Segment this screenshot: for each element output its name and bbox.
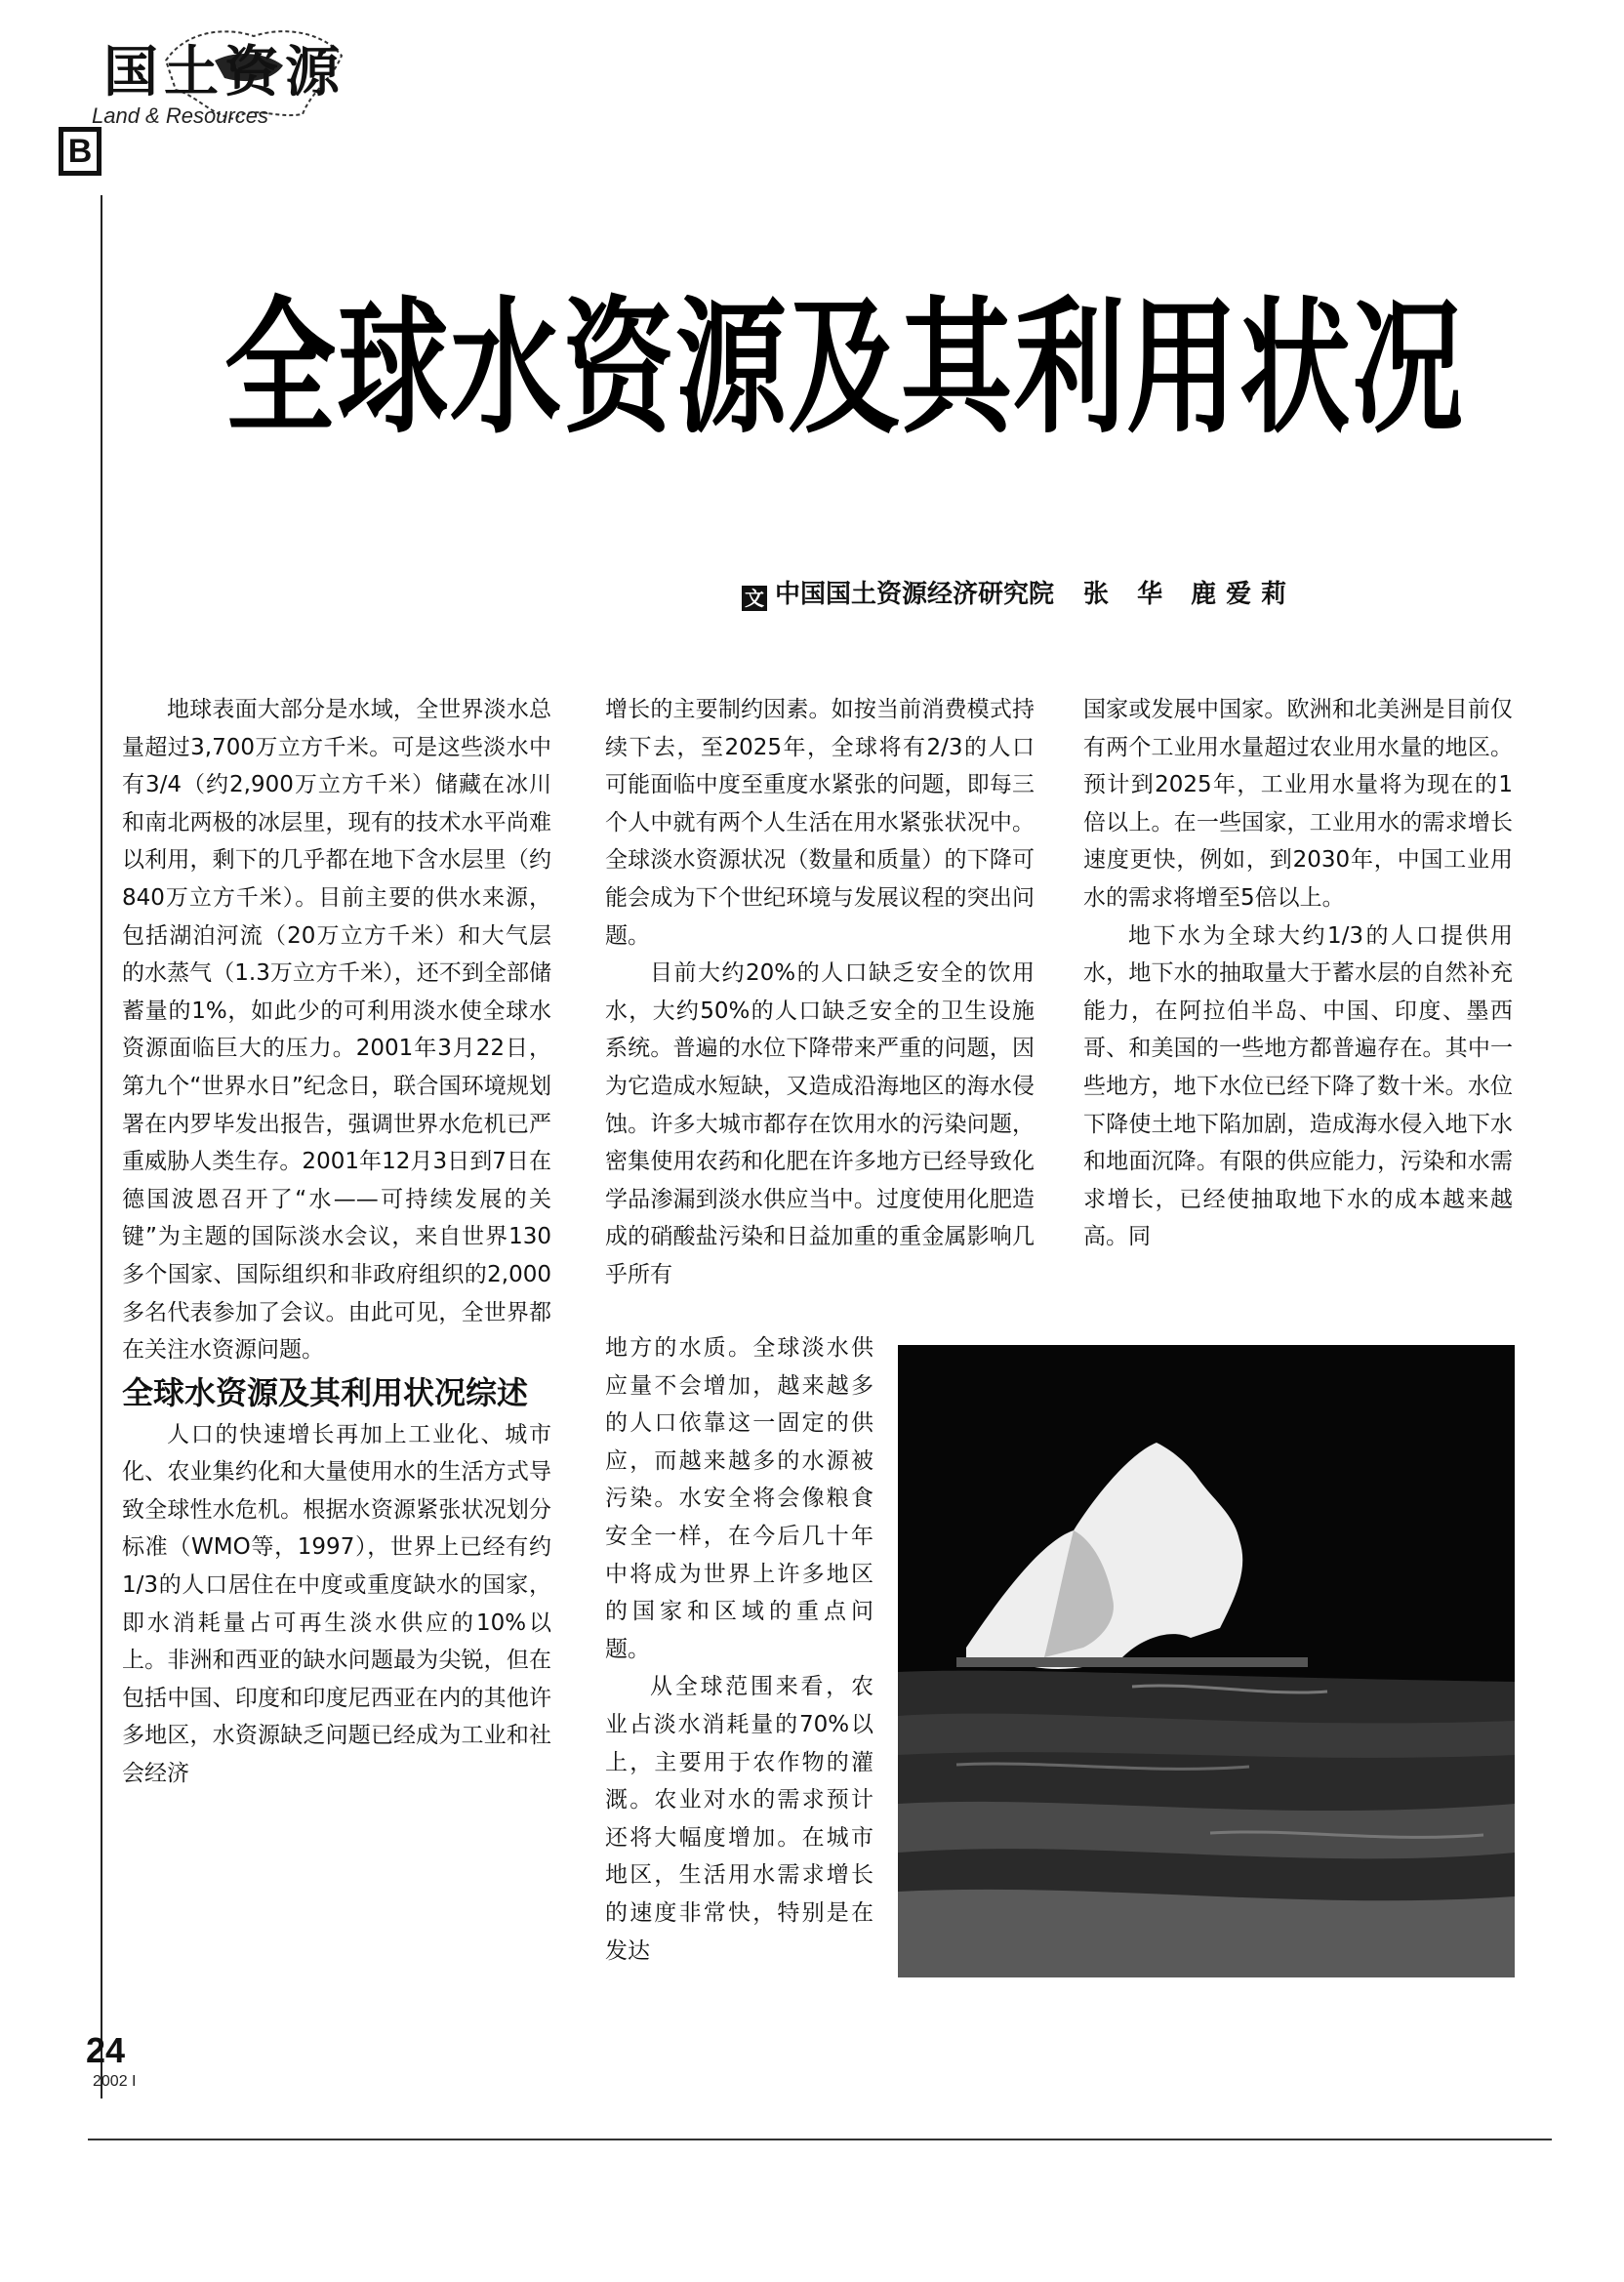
column-3 bbox=[1083, 691, 1513, 1256]
byline bbox=[742, 574, 1296, 611]
iceberg-photo bbox=[898, 1345, 1515, 1977]
paragraph: 国家或发展中国家。欧洲和北美洲是目前仅有两个工业用水量超过农业用水量的地区。预计到2025年，工业用水量将为现在的1倍以上。在一些国家，工业用水的需求增长速度更快，例如，到2030年，中国工业用水的需求将增至5倍以上。 bbox=[1083, 697, 1513, 911]
article-title: 全球水资源及其利用状况 bbox=[224, 282, 1465, 454]
margin-rule bbox=[101, 195, 102, 2099]
byline-authors: 张 华 鹿爱莉 bbox=[1083, 580, 1297, 609]
page-number: 24 bbox=[86, 2030, 126, 2070]
masthead-title: 国土资源 bbox=[103, 40, 345, 104]
iceberg-image bbox=[898, 1345, 1515, 1977]
column-1 bbox=[122, 691, 551, 1793]
paragraph: 地球表面大部分是水域，全世界淡水总量超过3,700万立方千米。可是这些淡水中有3/4（约2,900万立方千米）储藏在冰川和南北两极的冰层里，现有的技术水平尚难以利用，剩下的几乎都在地下含水层里（约840万立方千米）。目前主要的供水来源，包括湖泊河流（20万立方千米）和大气层的水蒸气（1.3万立方千米），还不到全部储蓄量的1%，如此少的可利用淡水使全球水资源面临巨大的压力。2001年3月22日，第九个“世界水日”纪念日，联合国环境规划署在内罗毕发出报告，强调世界水危机已严重威胁人类生存。2001年12月3日到7日在德国波恩召开了“水——可持续发展的关键”为主题的国际淡水会议，来自世界130多个国家、国际组织和非政府组织的2,000多名代表参加了会议。由此可见，全世界都在关注水资源问题。 bbox=[122, 697, 551, 1364]
paragraph: 地下水为全球大约1/3的人口提供用水，地下水的抽取量大于蓄水层的自然补充能力，在阿拉伯半岛、中国、印度、墨西哥、和美国的一些地方都普遍存在。其中一些地方，地下水位已经下降了数十米。水位下降使土地下陷加剧，造成海水侵入地下水和地面沉降。有限的供应能力，污染和水需求增长，已经使抽取地下水的成本越来越高。同 bbox=[1083, 922, 1513, 1250]
column-2 bbox=[605, 691, 1035, 1294]
footer-rule bbox=[88, 2139, 1552, 2140]
paragraph: 人口的快速增长再加上工业化、城市化、农业集约化和大量使用水的生活方式导致全球性水危机。根据水资源紧张状况划分标准（WMO等，1997），世界上已经有约1/3的人口居住在中度或重度缺水的国家，即水消耗量占可再生淡水供应的10%以上。非洲和西亚的缺水问题最为尖锐，但在包括中国、印度和印度尼西亚在内的其他许多地区，水资源缺乏问题已经成为工业和社会经济 bbox=[122, 1421, 551, 1787]
byline-mark: 文 bbox=[742, 586, 767, 611]
masthead bbox=[59, 21, 381, 187]
paragraph: 地方的水质。全球淡水供应量不会增加，越来越多的人口依靠这一固定的供应，而越来越多的水源被污染。水安全将会像粮食安全一样，在今后几十年中将成为世界上许多地区的国家和区域的重点问题。 bbox=[605, 1335, 873, 1662]
column-2-narrow bbox=[605, 1329, 873, 1970]
section-heading: 全球水资源及其利用状况综述 bbox=[122, 1373, 529, 1411]
masthead-subtitle: Land & Resources bbox=[92, 103, 268, 128]
byline-institution: 中国国土资源经济研究院 bbox=[775, 580, 1055, 609]
paragraph: 从全球范围来看，农业占淡水消耗量的70%以上，主要用于农作物的灌溉。农业对水的需求预计还将大幅度增加。在城市地区，生活用水需求增长的速度非常快，特别是在发达 bbox=[605, 1674, 873, 1964]
paragraph: 增长的主要制约因素。如按当前消费模式持续下去，至2025年，全球将有2/3的人口可能面临中度至重度水紧张的问题，即每三个人中就有两个人生活在用水紧张状况中。全球淡水资源状况（数量和质量）的下降可能会成为下个世纪环境与发展议程的突出问题。 bbox=[605, 697, 1035, 949]
issue-label: 2002 I bbox=[93, 2073, 137, 2090]
section-letter-badge: B bbox=[59, 127, 102, 176]
paragraph: 目前大约20%的人口缺乏安全的饮用水，大约50%的人口缺乏安全的卫生设施系统。普遍的水位下降带来严重的问题，因为它造成水短缺，又造成沿海地区的海水侵蚀。许多大城市都存在饮用水的污染问题，密集使用农药和化肥在许多地方已经导致化学品渗漏到淡水供应当中。过度使用化肥造成的硝酸盐污染和日益加重的重金属影响几乎所有 bbox=[605, 960, 1035, 1287]
